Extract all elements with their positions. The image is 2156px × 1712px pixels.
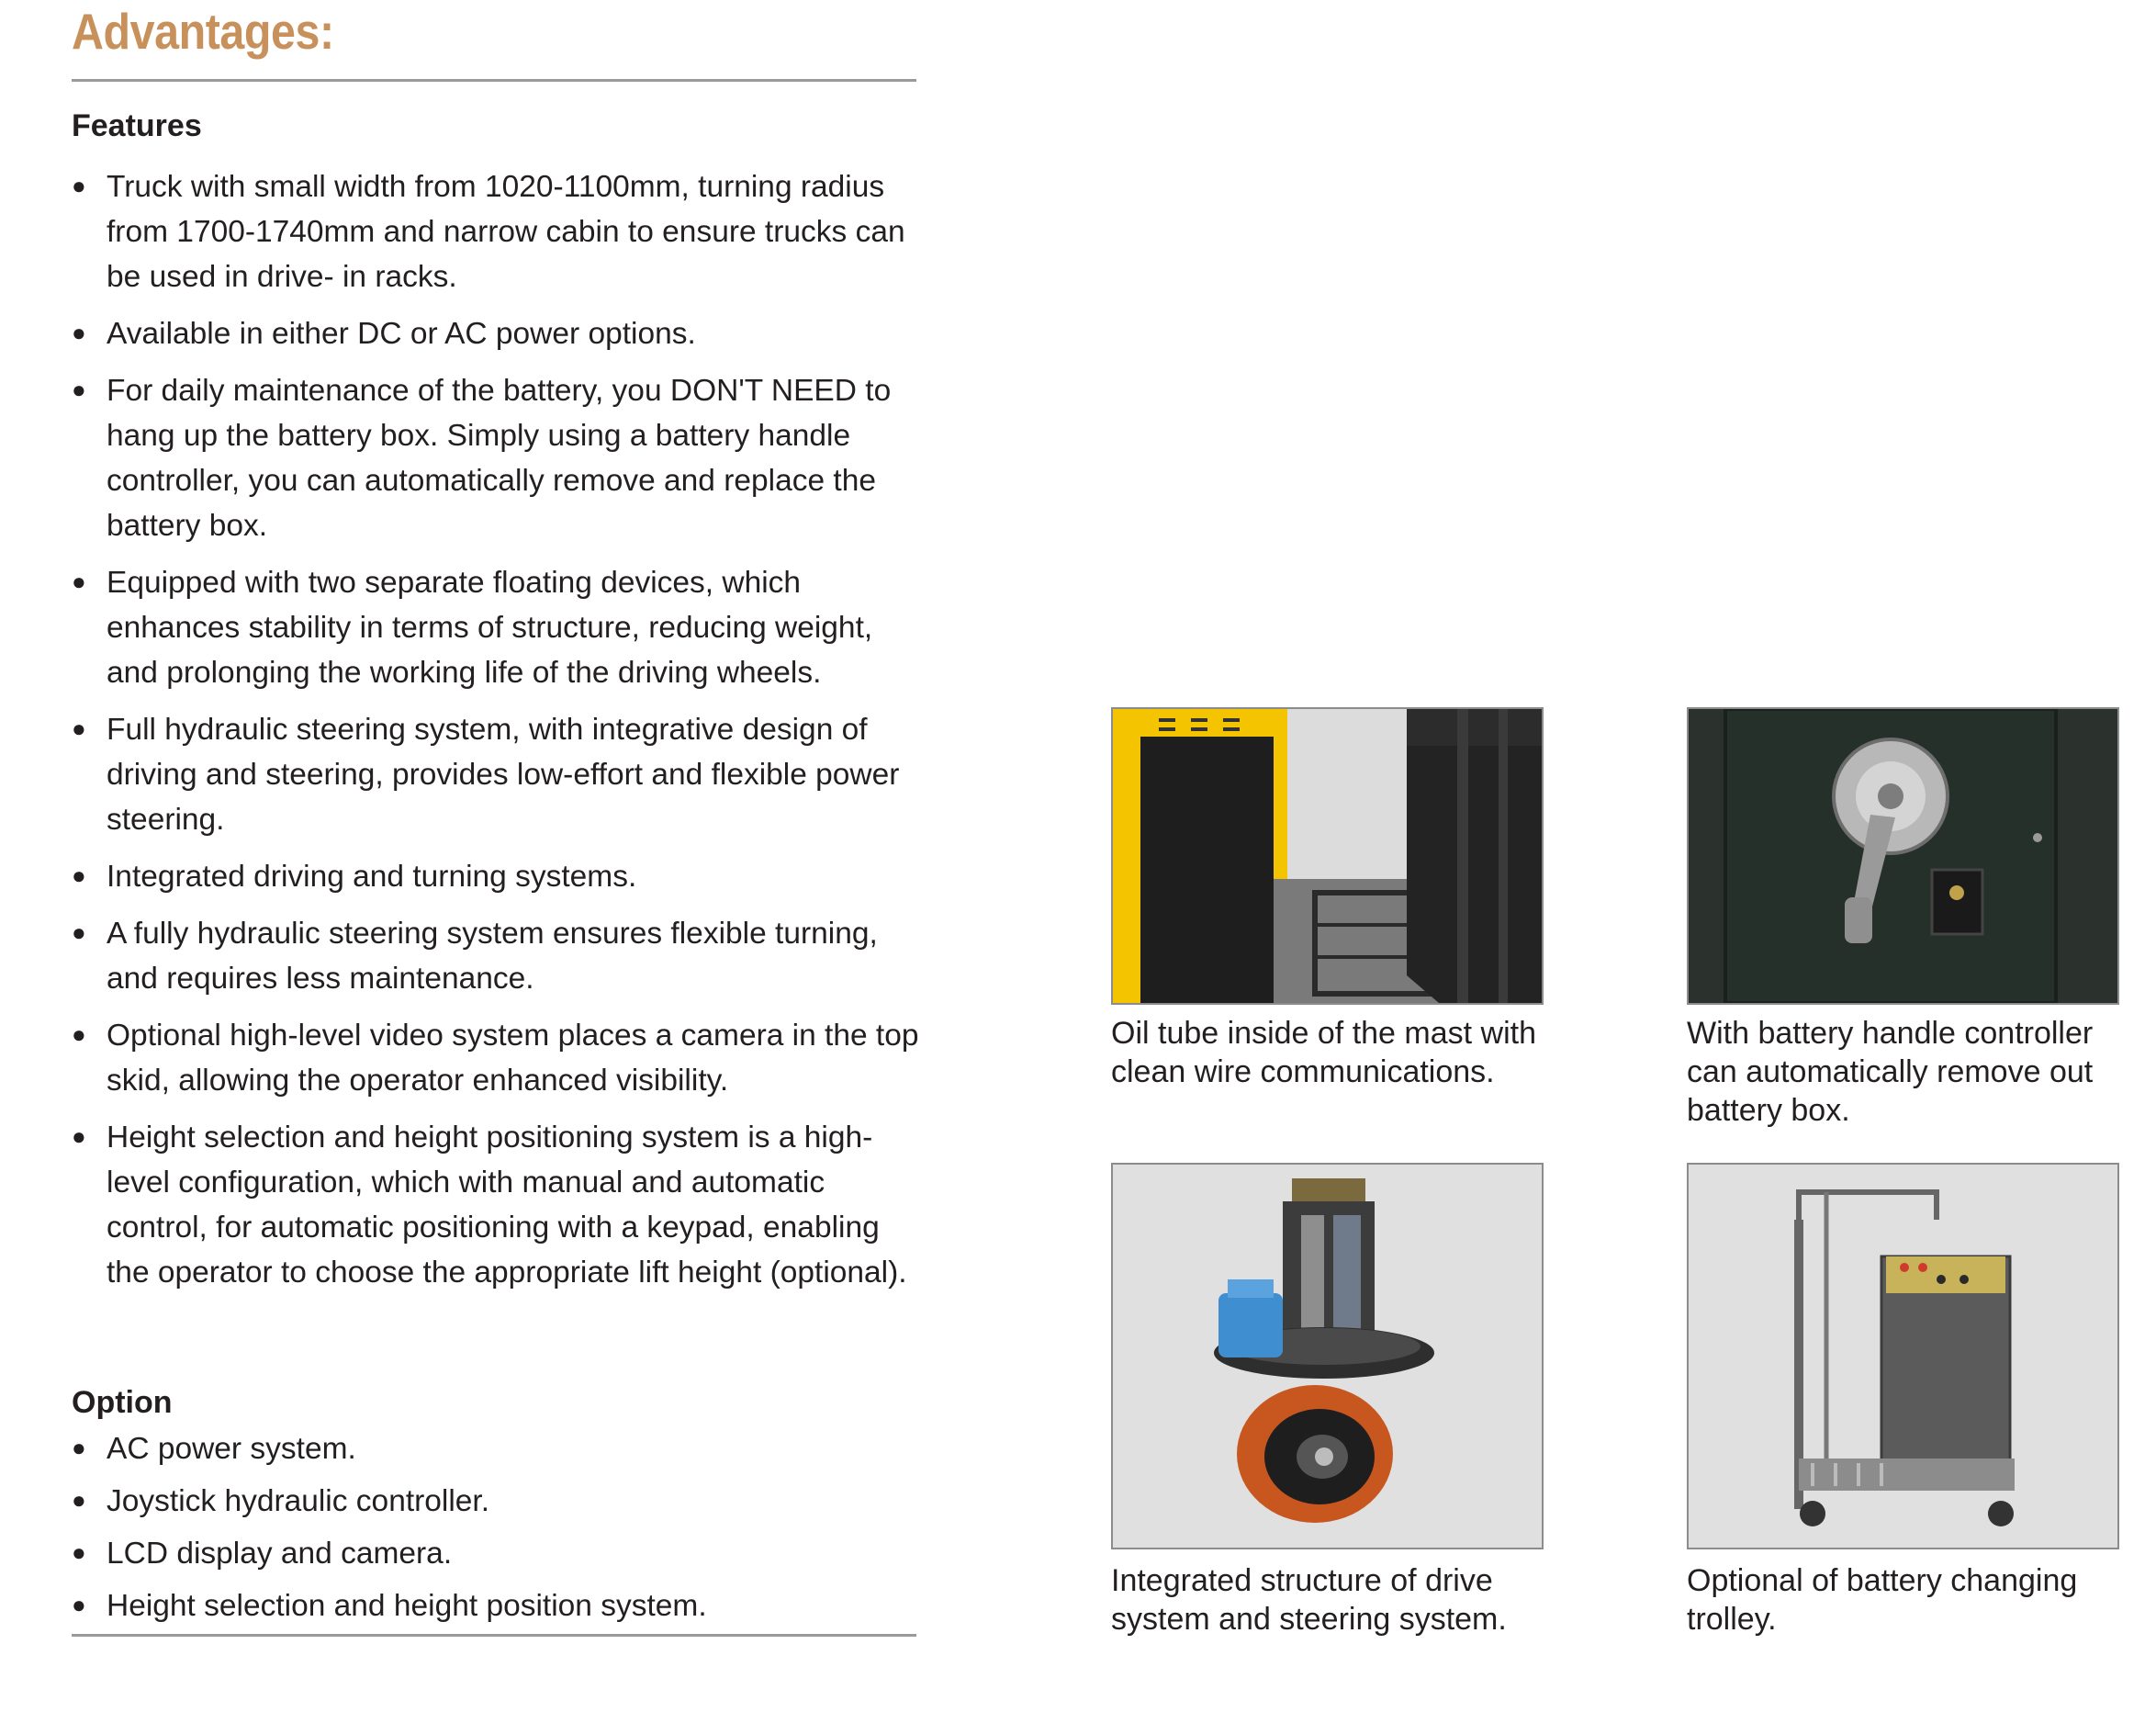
- option-item: [72, 1425, 926, 1471]
- feature-item: [72, 1114, 926, 1295]
- bullet-icon: ●: [72, 1020, 86, 1048]
- photo-caption: Optional of battery changing trolley.: [1687, 1563, 2078, 1637]
- feature-text: Integrated driving and turning systems.: [107, 860, 637, 894]
- battery-trolley-photo: [1687, 1163, 2119, 1549]
- option-text: AC power system.: [107, 1432, 356, 1466]
- feature-text: Height selection and height positioning system is a high-level configuration, which with manual and automatic control, for automatic positioning with a keypad, enabling the operator to choose the appropriate lift height (optional).: [107, 1121, 907, 1290]
- photo-caption: Integrated structure of drive system and steering system.: [1111, 1563, 1507, 1637]
- option-text: Height selection and height position system.: [107, 1589, 707, 1623]
- bullet-icon: ●: [72, 568, 86, 595]
- feature-item: [72, 1012, 926, 1103]
- bullet-icon: ●: [72, 1591, 86, 1618]
- feature-item: [72, 163, 926, 299]
- battery-handle-photo: [1687, 707, 2119, 1005]
- trolley-illustration: [1689, 1165, 2117, 1548]
- page-title: Advantages:: [72, 3, 334, 60]
- option-text: Joystick hydraulic controller.: [107, 1484, 490, 1518]
- photo-caption: Oil tube inside of the mast with clean wire communications.: [1111, 1016, 1537, 1089]
- option-heading: Option: [72, 1385, 173, 1420]
- bullet-icon: ●: [72, 862, 86, 889]
- feature-item: [72, 706, 926, 842]
- feature-text: For daily maintenance of the battery, you DON'T NEED to hang up the battery box. Simply using a battery handle controller, you can automatically remove and replace the battery box.: [107, 374, 892, 543]
- feature-item: [72, 559, 926, 695]
- drive-unit-illustration: [1113, 1165, 1542, 1548]
- battery-handle-illustration: [1689, 709, 2117, 1003]
- feature-item: [72, 367, 926, 548]
- bullet-icon: ●: [72, 1122, 86, 1150]
- features-list: [72, 163, 926, 1306]
- option-item: [72, 1530, 926, 1576]
- bullet-icon: ●: [72, 918, 86, 946]
- mast-oil-tube-photo: [1111, 707, 1544, 1005]
- drive-steering-photo: [1111, 1163, 1544, 1549]
- feature-text: Available in either DC or AC power options.: [107, 317, 696, 351]
- feature-text: Full hydraulic steering system, with integrative design of driving and steering, provides low-effort and flexible power steering.: [107, 713, 900, 837]
- feature-item: [72, 853, 926, 899]
- feature-item: [72, 310, 926, 356]
- bullet-icon: ●: [72, 376, 86, 403]
- bullet-icon: ●: [72, 1434, 86, 1461]
- features-heading: Features: [72, 108, 202, 143]
- bullet-icon: ●: [72, 172, 86, 199]
- option-item: [72, 1478, 926, 1524]
- bullet-icon: ●: [72, 715, 86, 742]
- bottom-divider: [72, 1634, 916, 1637]
- bullet-icon: ●: [72, 319, 86, 346]
- option-list: [72, 1425, 926, 1635]
- bullet-icon: ●: [72, 1538, 86, 1566]
- option-item: [72, 1582, 926, 1628]
- feature-text: Equipped with two separate floating devices, which enhances stability in terms of structure, reducing weight, and prolonging the working life of the driving wheels.: [107, 566, 873, 690]
- top-divider: [72, 79, 916, 82]
- feature-item: [72, 910, 926, 1001]
- option-text: LCD display and camera.: [107, 1537, 453, 1571]
- bullet-icon: ●: [72, 1486, 86, 1514]
- photo-caption: With battery handle controller can automatically remove out battery box.: [1687, 1016, 2094, 1128]
- feature-text: Truck with small width from 1020-1100mm, turning radius from 1700-1740mm and narrow cabin to ensure trucks can be used in drive- in racks.: [107, 170, 905, 294]
- feature-text: A fully hydraulic steering system ensures flexible turning, and requires less maintenance.: [107, 917, 878, 996]
- feature-text: Optional high-level video system places a camera in the top skid, allowing the operator enhanced visibility.: [107, 1019, 919, 1098]
- mast-illustration: [1113, 709, 1542, 1003]
